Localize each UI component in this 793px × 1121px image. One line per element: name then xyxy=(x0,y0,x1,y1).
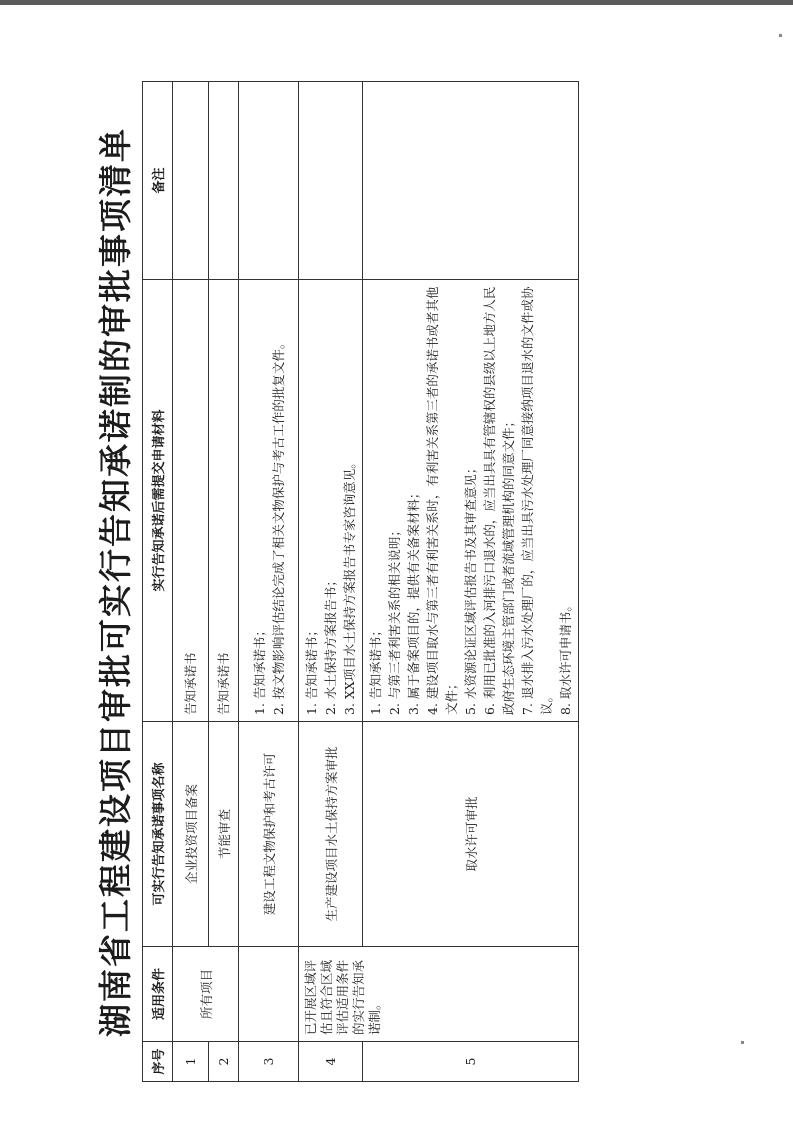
material-line: 1. 告知承诺书； xyxy=(304,624,319,715)
header-no: 序号 xyxy=(143,1042,173,1082)
header-remarks: 备注 xyxy=(143,82,173,280)
row-condition: 所有项目 xyxy=(173,947,239,1042)
row-remarks xyxy=(363,82,579,280)
row-materials xyxy=(239,280,299,722)
header-materials: 实行告知承诺后需提交申请材料 xyxy=(143,280,173,722)
table-row xyxy=(173,82,209,1082)
material-line: 2. 按文物影响评估结论完成了相关文物保护与考古工作的批复文件。 xyxy=(270,336,286,715)
table-row xyxy=(363,82,579,1082)
row-materials xyxy=(363,280,579,722)
material-line: 5. 水资源论证区域评估报告书及其审查意见； xyxy=(463,461,478,715)
row-materials xyxy=(299,280,363,722)
table-row xyxy=(239,82,299,1082)
row-number: 1 xyxy=(173,1042,209,1082)
material-line: 1. 告知承诺书； xyxy=(368,624,383,715)
row-remarks xyxy=(209,82,239,280)
document-title: 湖南省工程建设项目审批可实行告知承诺制的审批事项清单 xyxy=(96,127,135,1037)
material-line: 7. 退水排入污水处理厂的，应当出具污水处理厂同意接纳项目退水的文件或协议。 xyxy=(520,286,554,715)
row-materials xyxy=(209,280,239,722)
table-row xyxy=(209,82,239,1082)
row-item: 生产建设项目水土保持方案审批 xyxy=(299,722,363,947)
table-header-row xyxy=(143,82,173,1082)
material-line: 告知承诺书 xyxy=(216,652,231,715)
material-line: 告知承诺书 xyxy=(183,652,198,715)
row-number: 4 xyxy=(299,1042,363,1082)
material-line: 2. 水土保持方案报告书； xyxy=(323,574,338,715)
row-number: 2 xyxy=(209,1042,239,1082)
material-line: 3. XX项目水土保持方案报告书专家咨询意见。 xyxy=(342,456,357,715)
row-item: 取水许可审批 xyxy=(363,722,579,947)
row-number: 5 xyxy=(363,1042,579,1082)
row-remarks xyxy=(239,82,299,280)
row-item: 建设工程文物保护和考古许可 xyxy=(239,722,299,947)
header-condition: 适用条件 xyxy=(143,947,173,1042)
material-line: 4. 建设项目取水与第三者有利害关系时，有利害关系第三者的承诺书或者其他文件； xyxy=(425,286,459,715)
row-condition xyxy=(239,947,299,1042)
row-condition: 已开展区域评估且符合区域评估适用条件的实行告知承诺制。 xyxy=(299,947,579,1042)
row-materials xyxy=(173,280,209,722)
material-line: 3. 属于备案项目的，提供有关备案材料； xyxy=(406,486,421,715)
approval-items-table xyxy=(142,81,579,1082)
material-line: 8. 取水许可申请书。 xyxy=(558,599,573,715)
row-number: 3 xyxy=(239,1042,299,1082)
row-remarks xyxy=(299,82,363,280)
row-item: 节能审查 xyxy=(209,722,239,947)
rotated-document xyxy=(80,82,780,1082)
material-line: 1. 告知承诺书； xyxy=(251,624,267,715)
material-line: 2. 与第三者利害关系的相关说明； xyxy=(387,524,402,715)
page-top-border xyxy=(0,0,793,5)
row-remarks xyxy=(173,82,209,280)
table-row xyxy=(299,82,363,1082)
row-item: 企业投资项目备案 xyxy=(173,722,209,947)
header-item: 可实行告知承诺事项名称 xyxy=(143,722,173,947)
scan-speck xyxy=(779,34,782,37)
material-line: 6. 利用已批准的入河排污口退水的，应当出具具有管辖权的县级以上地方人民政府生态环境主管部门或者流域管理机构的同意文件； xyxy=(482,286,516,715)
